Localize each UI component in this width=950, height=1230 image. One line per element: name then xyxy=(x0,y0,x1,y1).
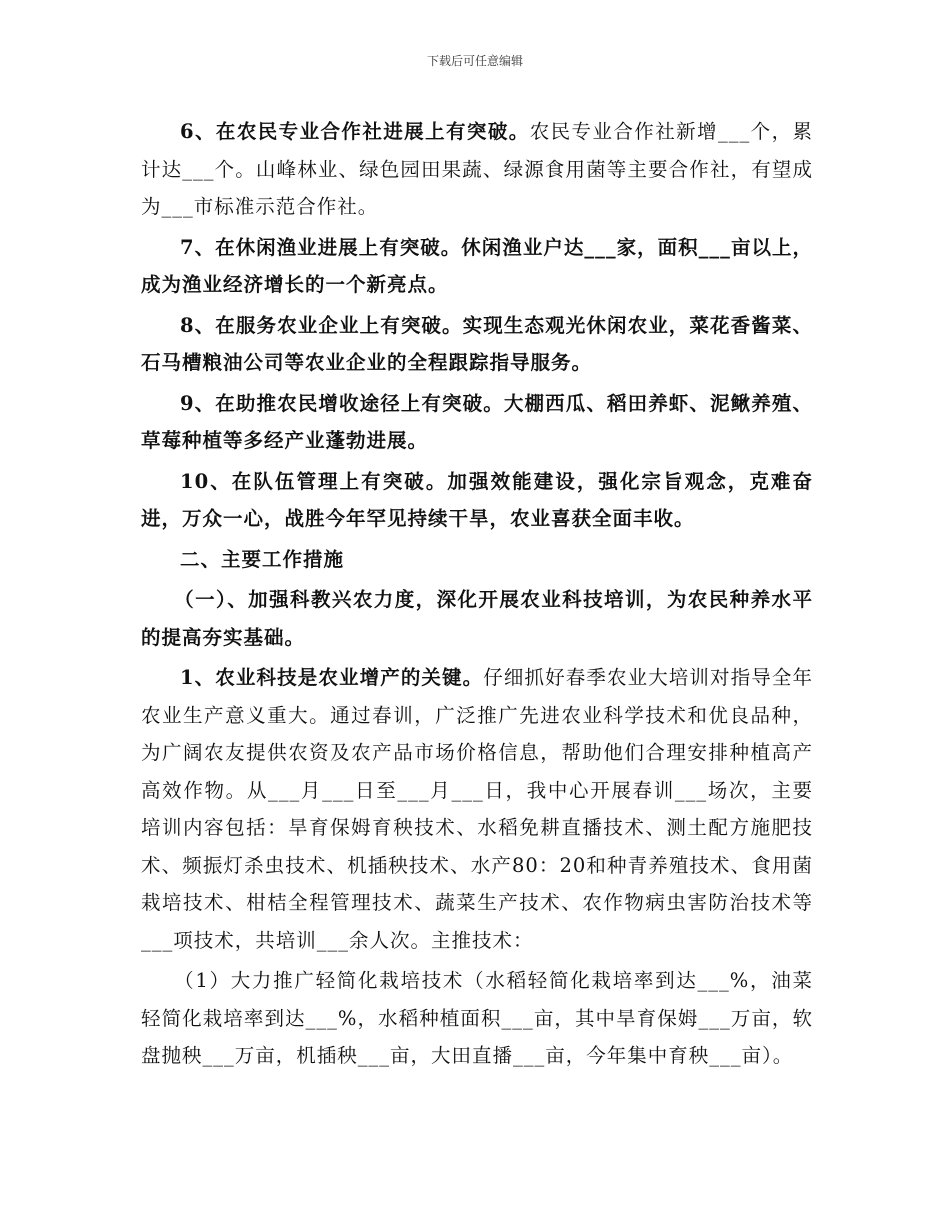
paragraph-fishery: 7、在休闲渔业进展上有突破。休闲渔业户达___家，面积___亩以上，成为渔业经济增长的一个新亮点。 xyxy=(141,235,813,296)
paragraph-enterprise: 8、在服务农业企业上有突破。实现生态观光休闲农业，菜花香酱菜、石马槽粮油公司等农业企业的全程跟踪指导服务。 xyxy=(141,313,813,374)
paragraph-cooperative xyxy=(141,113,813,226)
subsection-heading-training: （一）、加强科教兴农力度，深化开展农业科技培训，为农民种养水平的提高夯实基础。 xyxy=(141,588,813,649)
paragraph-income: 9、在助推农民增收途径上有突破。大棚西瓜、稻田养虾、泥鳅养殖、草莓种植等多经产业蓬勃进展。 xyxy=(141,391,813,452)
paragraph-simplified-cultivation: （1）大力推广轻简化栽培技术（水稻轻简化栽培率到达___%，油菜轻简化栽培率到达___%，水稻种植面积___亩，其中旱育保姆___万亩，软盘抛秧___万亩，机插秧___亩，大田直播___亩，今年集中育秧___亩）。 xyxy=(141,969,813,1067)
paragraph-team: 10、在队伍管理上有突破。加强效能建设，强化宗旨观念，克难奋进，万众一心，战胜今年罕见持续干旱，农业喜获全面丰收。 xyxy=(141,469,813,530)
document-body xyxy=(141,113,813,1075)
paragraph-technology xyxy=(141,659,813,959)
paragraph-lead: 6、在农民专业合作社进展上有突破。 xyxy=(180,120,530,143)
paragraph-body: 仔细抓好春季农业大培训对指导全年农业生产意义重大。通过春训，广泛推广先进农业科学技术和优良品种，为广阔农友提供农资及农产品市场价格信息，帮助他们合理安排种植高产高效作物。从___月___日至___月___日，我中心开展春训___场次，主要培训内容包括：旱育保姆育秧技术、水稻免耕直播技术、测土配方施肥技术、频振灯杀虫技术、机插秧技术、水产80：20和种青养殖技术、食用菌栽培技术、柑桔全程管理技术、蔬菜生产技术、农作物病虫害防治技术等___项技术，共培训___余人次。主推技术： xyxy=(141,666,813,952)
paragraph-body: 农民专业合作社新增___个，累计达___个。山峰林业、绿色园田果蔬、绿源食用菌等主要合作社，有望成为___市标准示范合作社。 xyxy=(141,120,813,218)
page-header: 下载后可任意编辑 xyxy=(426,54,523,68)
paragraph-lead: 1、农业科技是农业增产的关键。 xyxy=(180,666,484,689)
section-heading-measures: 二、主要工作措施 xyxy=(180,547,345,571)
